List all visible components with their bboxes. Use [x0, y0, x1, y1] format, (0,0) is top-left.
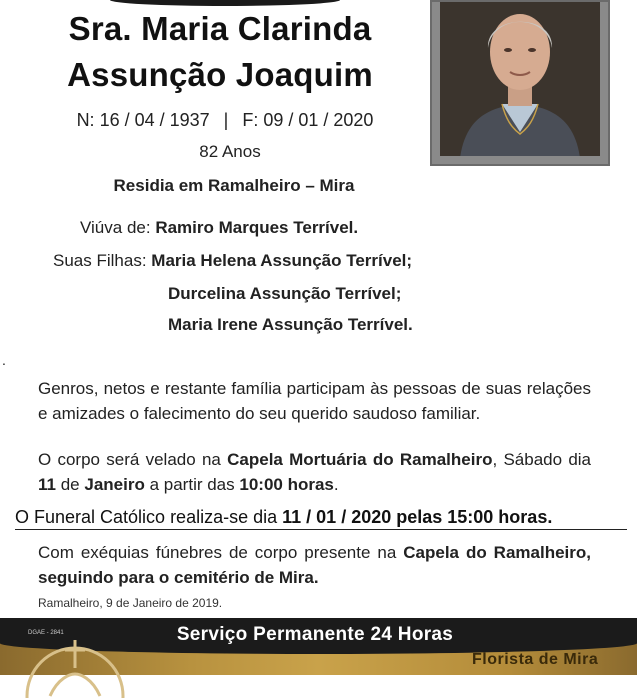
funeral-date: 11 / 01 / 2020 pelas 15:00 horas.	[282, 507, 553, 527]
portrait-photo	[430, 0, 610, 166]
wake-paragraph: O corpo será velado na Capela Mortuária do Ramalheiro, Sábado dia 11 de Janeiro a partir das 10:00 horas.	[38, 450, 592, 494]
widow-label: Viúva de:	[80, 218, 151, 237]
daughter-name: Maria Helena Assunção Terrível;	[151, 251, 413, 270]
daughters-label: Suas Filhas:	[53, 251, 147, 270]
wake-time: 10:00 horas	[239, 475, 334, 494]
florist-logo-icon	[20, 638, 130, 698]
funeral-line: O Funeral Católico realiza-se dia 11 / 01 / 2020 pelas 15:00 horas.	[15, 507, 627, 530]
footer-service-title: Serviço Permanente 24 Horas	[176, 624, 454, 645]
portrait-image	[440, 2, 600, 156]
place-date-signoff: Ramalheiro, 9 de Janeiro de 2019.	[38, 596, 223, 610]
participation-paragraph: Genros, netos e restante família participam às pessoas de suas relações e amizades o falecimento do seu querido saudoso familiar.	[38, 379, 591, 423]
widow-line	[80, 218, 358, 238]
daughter-name: Maria Irene Assunção Terrível.	[168, 315, 413, 334]
stray-dot: .	[2, 352, 6, 368]
daughter-name: Durcelina Assunção Terrível;	[168, 284, 402, 303]
birth-date: N: 16 / 04 / 1937	[76, 110, 210, 130]
date-separator: |	[223, 110, 229, 130]
footer-brand-name: Florista de Mira	[472, 651, 599, 668]
top-decoration	[110, 0, 340, 6]
portrait-illustration	[440, 2, 600, 156]
exequies-paragraph: Com exéquias fúnebres de corpo presente na Capela do Ramalheiro, seguindo para o cemitério de Mira.	[38, 543, 591, 587]
exequies-place: Capela do Ramalheiro, seguindo para o cemitério de Mira.	[38, 543, 591, 587]
age: 82 Anos	[199, 142, 261, 161]
life-dates	[0, 110, 450, 131]
daughters-line-1	[53, 251, 412, 271]
widow-name: Ramiro Marques Terrível.	[155, 218, 359, 237]
residence: Residia em Ramalheiro – Mira	[113, 176, 355, 195]
deceased-name-line2: Assunção Joaquim	[67, 56, 373, 93]
license-number: DGAE - 2841	[28, 630, 64, 636]
deceased-name-line1: Sra. Maria Clarinda	[68, 10, 372, 47]
wake-day: 11	[38, 475, 56, 494]
death-date: F: 09 / 01 / 2020	[242, 110, 374, 130]
wake-month: Janeiro	[84, 475, 145, 494]
daughters-line-2	[168, 284, 401, 304]
wake-place: Capela Mortuária do Ramalheiro	[227, 450, 493, 469]
daughters-line-3	[168, 315, 413, 335]
